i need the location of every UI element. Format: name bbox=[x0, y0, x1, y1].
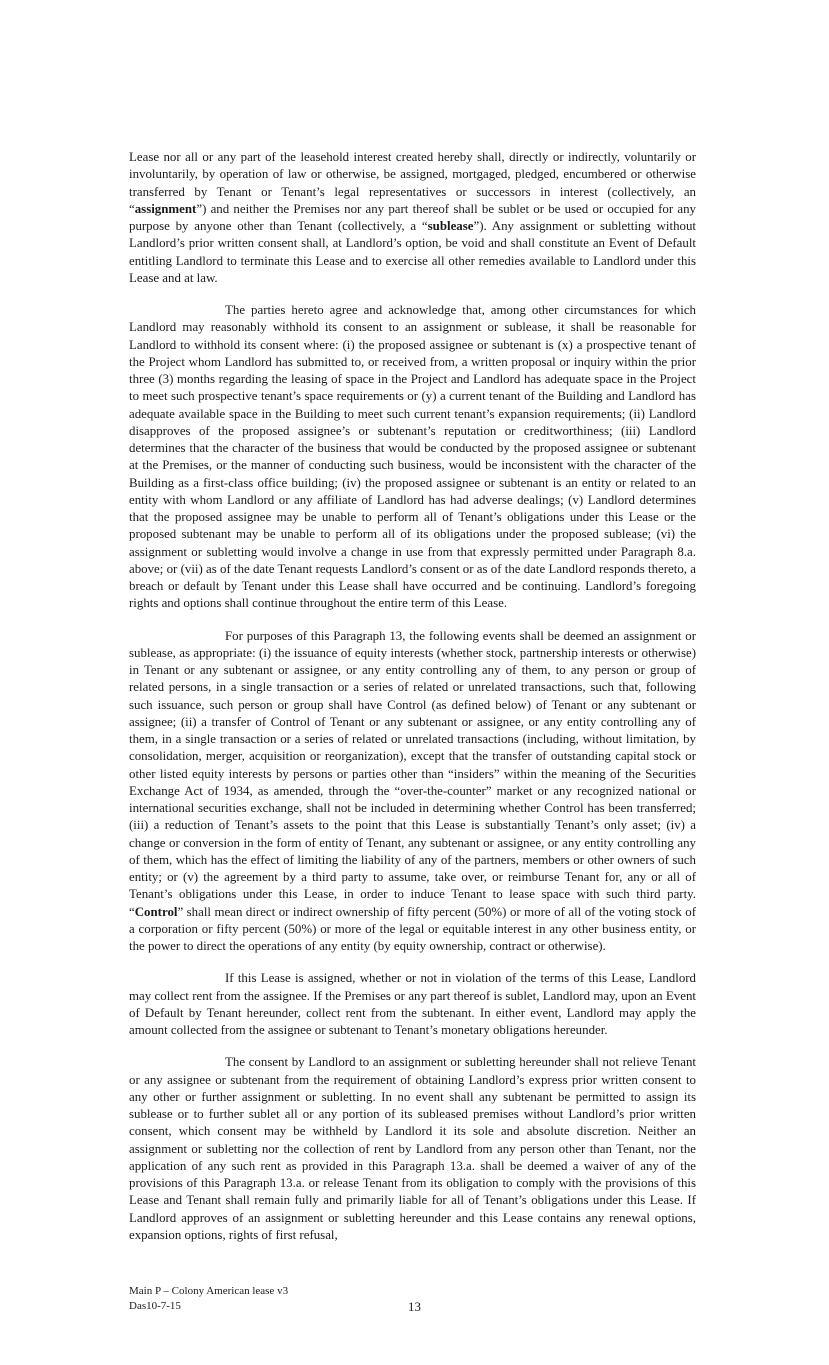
paragraph-text: The consent by Landlord to an assignment or subletting hereunder shall not relieve Tenant or any assignee or subtenant from the requirement of obtaining Landlord’s express prior written consent to any other or further assignment or subletting. In no event shall any subtenant be permitted to assign its sublease or to further sublet all or any portion of its subleased premises without Landlord’s prior written consent, which consent may be withheld by Landlord it its sole and absolute discretion. Neither an assignment or subletting nor the collection of rent by Landlord from any person other than Tenant, nor the application of any such rent as provided in this Paragraph 13.a. shall be deemed a waiver of any of the provisions of this Paragraph 13.a. or release Tenant from its obligation to comply with the provisions of this Lease and Tenant shall remain fully and primarily liable for all of Tenant’s obligations under this Lease. If Landlord approves of an assignment or subletting hereunder and this Lease contains any renewal options, expansion options, rights of first refusal, bbox=[129, 1055, 696, 1242]
footer-version-date: Das10-7-15 bbox=[129, 1300, 181, 1312]
paragraph-text: ”). Any assignment or subletting without Landlord’s prior written consent shall, at Landlord’s option, be void and shall constitute an Event of Default entitling Landlord to terminate this Lease and to exercise all other remedies available to Landlord under this Lease and at law. bbox=[129, 219, 697, 285]
paragraph-text: ”) and neither the Premises nor any part thereof shall be sublet or be used or occupied for any purpose by anyone other than Tenant (collectively, a “ bbox=[129, 201, 696, 233]
paragraph-text: For purposes of this Paragraph 13, the following events shall be deemed an assignment or sublease, as appropriate: (i) the issuance of equity interests (whether stock, partnership interests or otherwise) in Tenant or any subtenant or assignee, or any entity controlling any of them, to any person or group of related persons, in a single transaction or a series of related or unrelated transactions, such that, following such issuance, such person or group shall have Control (as defined below) of Tenant or any subtenant or assignee; (ii) a transfer of Control of Tenant or any subtenant or assignee, or any entity controlling any of them, in a single transaction or a series of related or unrelated transactions (including, without limitation, by consolidation, merger, acquisition or reorganization), except that the transfer of outstanding capital stock or other listed equity interests by persons or parties other than “insiders” within the meaning of the Securities Exchange Act of 1934, as amended, through the “over-the-counter” market or any recognized national or international securities exchange, shall not be included in determining whether Control has been transferred; (iii) a reduction of Tenant’s assets to the point that this Lease is substantially Tenant’s only asset; (iv) a change or conversion in the form of entity of Tenant, any subtenant or assignee, or any entity controlling any of them, which has the effect of limiting the liability of any of the partners, members or other owners of such entity; or (v) the agreement by a third party to assume, take over, or reimburse Tenant for, any or all of Tenant’s obligations under this Lease, in order to induce Tenant to lease space with such third party. “ bbox=[129, 628, 696, 919]
footer-title: Main P – Colony American lease v3 bbox=[129, 1285, 289, 1297]
defined-term: Control bbox=[134, 904, 178, 919]
paragraph-text: ” shall mean direct or indirect ownership of fifty percent (50%) or more of all of the voting stock of a corporation or fifty percent (50%) or more of the legal or equitable interest in any other business entity, or the power to direct the operations of any entity (by equity ownership, contract or otherwise). bbox=[129, 904, 696, 953]
paragraph-consent-withholding bbox=[129, 302, 696, 613]
defined-term: sublease bbox=[427, 219, 474, 233]
defined-term: assignment bbox=[134, 201, 197, 216]
paragraph-assignment-prohibition bbox=[129, 149, 696, 287]
paragraph-further-consent bbox=[129, 1054, 696, 1244]
paragraph-text: If this Lease is assigned, whether or not in violation of the terms of this Lease, Landlord may collect rent from the assignee. If the Premises or any part thereof is sublet, Landlord may, upon an Event of Default by Tenant hereunder, collect rent from the subtenant. In either event, Landlord may apply the amount collected from the assignee or subtenant to Tenant’s monetary obligations hereunder. bbox=[129, 971, 696, 1037]
lease-body-text bbox=[129, 149, 696, 1259]
paragraph-text: The parties hereto agree and acknowledge that, among other circumstances for which Landlord may reasonably withhold its consent to an assignment or sublease, it shall be reasonable for Landlord to withhold its consent where: (i) the proposed assignee or subtenant is (x) a prospective tenant of the Project whom Landlord has submitted to, or received from, a written proposal or inquiry within the prior three (3) months regarding the leasing of space in the Project and Landlord has adequate space in the Project to meet such prospective tenant’s space requirements or (y) a current tenant of the Building and Landlord has adequate available space in the Building to meet such current tenant’s expansion requirements; (ii) Landlord disapproves of the proposed assignee’s or subtenant’s reputation or creditworthiness; (iii) Landlord determines that the character of the business that would be conducted by the proposed assignee or subtenant at the Premises, or the manner of conducting such business, would be inconsistent with the character of the Building as a first-class office building; (iv) the proposed assignee or subtenant is an entity or related to an entity with whom Landlord or any affiliate of Landlord has had adverse dealings; (v) Landlord determines that the proposed assignee may be unable to perform all of Tenant’s obligations under this Lease or the proposed subtenant may be unable to perform all of its obligations under the proposed sublease; (vi) the assignment or subletting would involve a change in use from that expressly permitted under Paragraph 8.a. above; or (vii) as of the date Tenant requests Landlord’s consent or as of the date Landlord responds thereto, a breach or default by Tenant under this Lease shall have occurred and be continuing. Landlord’s foregoing rights and options shall continue throughout the entire term of this Lease. bbox=[129, 303, 696, 611]
page-number: 13 bbox=[408, 1300, 421, 1314]
paragraph-rent-collection bbox=[129, 970, 696, 1039]
paragraph-text: Lease nor all or any part of the leasehold interest created hereby shall, directly or indirectly, voluntarily or involuntarily, by operation of law or otherwise, be assigned, mortgaged, pledged, encumbered or otherwise transferred by Tenant or Tenant’s legal representatives or successors in interest (collectively, an “ bbox=[129, 150, 696, 216]
paragraph-deemed-assignment-events bbox=[129, 628, 696, 956]
